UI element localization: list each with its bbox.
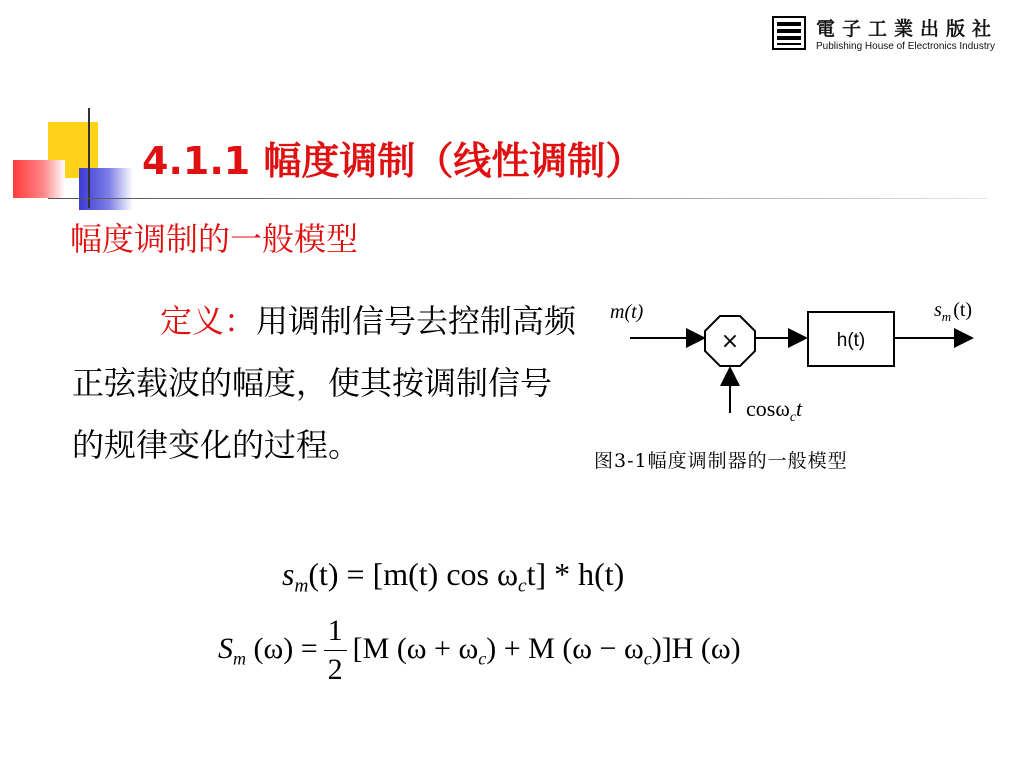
- definition-label: 定义：: [160, 302, 257, 340]
- carrier-label: cosω$_c$t: [746, 396, 803, 425]
- decor-red-square: [13, 160, 65, 198]
- slide-subtitle: 幅度调制的一般模型: [70, 220, 359, 258]
- definition-text-rest: 控制高频正弦载波的幅度，使其按调制信号的规律变化的过程。: [72, 302, 577, 464]
- output-label: $s_m$ (t): [934, 299, 973, 324]
- equation-frequency-domain: $S_m$ (ω) = $\frac{1}{2}$ [M $(\omega + \omega_c) + M$ $(\omega - \omega_c)]H$ (ω): [218, 612, 741, 704]
- definition-text-first: 用调制信号去: [256, 302, 449, 340]
- modulator-block-diagram: [600, 288, 1000, 428]
- filter-label: h(t): [836, 330, 866, 351]
- publisher-name-en: Publishing House of Electronics Industry: [816, 41, 995, 52]
- figure-caption: 图3-1幅度调制器的一般模型: [594, 450, 848, 472]
- decor-vertical-line: [88, 108, 90, 208]
- input-label: m(t): [610, 301, 644, 323]
- publisher-logo: [772, 14, 1012, 56]
- fraction-one-half: $\frac{1}{2}$: [324, 612, 347, 689]
- title-underline: [48, 198, 988, 199]
- publisher-name-cn: 電子工業出版社: [816, 18, 999, 40]
- publisher-logo-icon: [772, 16, 806, 50]
- multiply-icon: ×: [720, 329, 740, 354]
- slide-title: 4.1.1 幅度调制（线性调制）: [142, 139, 644, 183]
- equation-time-domain: $s_m(t) = [m(t)$ $\cos \omega_ct] * h(t)$: [282, 556, 625, 597]
- definition-paragraph: [72, 290, 582, 476]
